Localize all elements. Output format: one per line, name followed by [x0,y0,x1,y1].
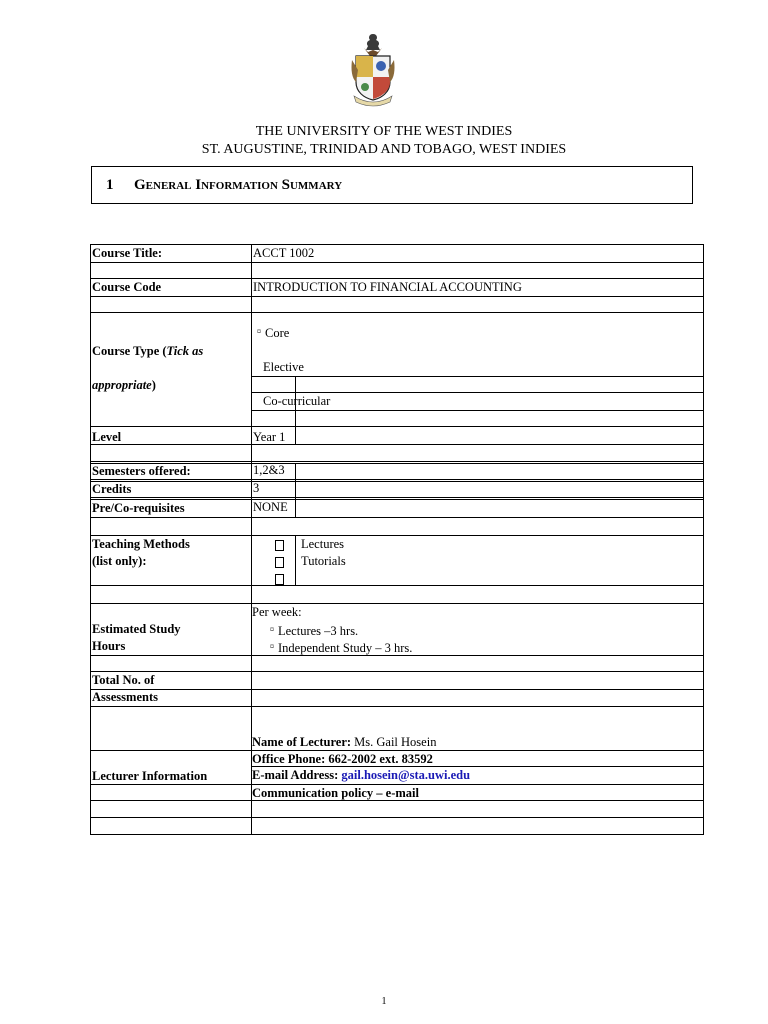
course-type-label: Course Type (Tick as [92,344,204,358]
table-row-line [90,444,704,445]
course-type-cocurricular-option[interactable]: Co-curricular [263,394,331,408]
table-row-line [251,410,704,411]
course-type-label-cont: appropriate) [92,378,156,392]
study-independent-item: ¤ Independent Study – 3 hrs. [270,641,413,655]
per-week-label: Per week: [252,605,302,619]
study-lectures-item: ¤ Lectures –3 hrs. [270,624,359,638]
page-number: 1 [381,996,387,1007]
table-row-line [251,392,704,393]
table-row-line [90,689,704,690]
prereq-label: Pre/Co-requisites [92,501,185,515]
lecturer-email: E-mail Address: gail.hosein@sta.uwi.edu [252,768,471,782]
study-hours-sublabel: Hours [92,639,126,653]
lectures-checkbox[interactable] [275,540,284,551]
assessments-sublabel: Assessments [92,690,158,704]
prereq-value: NONE [253,500,288,514]
table-row-line [90,585,704,586]
level-label: Level [92,430,122,444]
table-subcell-divider [295,463,296,517]
assessments-label: Total No. of [92,673,155,687]
lecturer-office-phone: Office Phone: 662-2002 ext. 83592 [252,752,433,766]
table-row-line [90,262,704,263]
table-row-line [251,376,704,377]
lecturer-name: Name of Lecturer: Ms. Gail Hosein [252,735,437,749]
university-name: THE UNIVERSITY OF THE WEST INDIES [255,124,513,139]
table-row-line [90,244,704,245]
table-row-line [90,706,704,707]
level-value: Year 1 [253,430,286,444]
table-border-left [90,244,91,834]
section-title: General Information Summary [134,177,343,193]
table-row-line [90,499,704,500]
course-title-value: ACCT 1002 [253,246,315,260]
section-number: 1 [106,177,114,193]
table-row-line [90,750,704,751]
credits-value: 3 [253,481,260,495]
course-title-label: Course Title: [92,246,163,260]
teaching-methods-sublabel: (list only): [92,554,147,568]
teaching-method-tutorials: Tutorials [301,554,346,568]
table-row-line [90,817,704,818]
checkbox-mark-icon: ¤ [257,327,261,336]
bullet-mark-icon: ¤ [270,625,274,634]
campus-location: ST. AUGUSTINE, TRINIDAD AND TOBAGO, WEST INDIES [201,142,567,157]
lecturer-email-link[interactable]: gail.hosein@sta.uwi.edu [341,768,471,782]
table-row-line [90,671,704,672]
tutorials-checkbox[interactable] [275,557,284,568]
table-row-line [90,497,704,498]
course-code-value: INTRODUCTION TO FINANCIAL ACCOUNTING [253,280,522,294]
table-row-line [90,426,704,427]
course-type-elective-option[interactable]: Elective [263,360,304,374]
blank-method-checkbox[interactable] [275,574,284,585]
lecturer-info-label: Lecturer Information [92,769,208,783]
table-row-line [90,784,704,785]
table-row-line [90,312,704,313]
table-row-line [90,517,704,518]
table-row-line [90,603,704,604]
table-subcell-divider [295,535,296,585]
table-row-line [90,535,704,536]
table-row-line [90,834,704,835]
study-hours-label: Estimated Study [92,622,181,636]
table-row-line [90,278,704,279]
table-row-line [90,296,704,297]
table-row-line [90,479,704,480]
table-row-line [90,461,704,462]
semesters-value: 1,2&3 [253,463,285,477]
bullet-mark-icon: ¤ [270,642,274,651]
communication-policy: Communication policy – e-mail [252,786,420,800]
course-code-label: Course Code [92,280,162,294]
teaching-methods-label: Teaching Methods [92,537,190,551]
table-row-line [90,481,704,482]
semesters-label: Semesters offered: [92,464,191,478]
teaching-method-lectures: Lectures [301,537,345,551]
credits-label: Credits [92,482,132,496]
course-type-core-option[interactable]: ¤ Core [257,326,290,340]
table-border-right [703,244,704,834]
